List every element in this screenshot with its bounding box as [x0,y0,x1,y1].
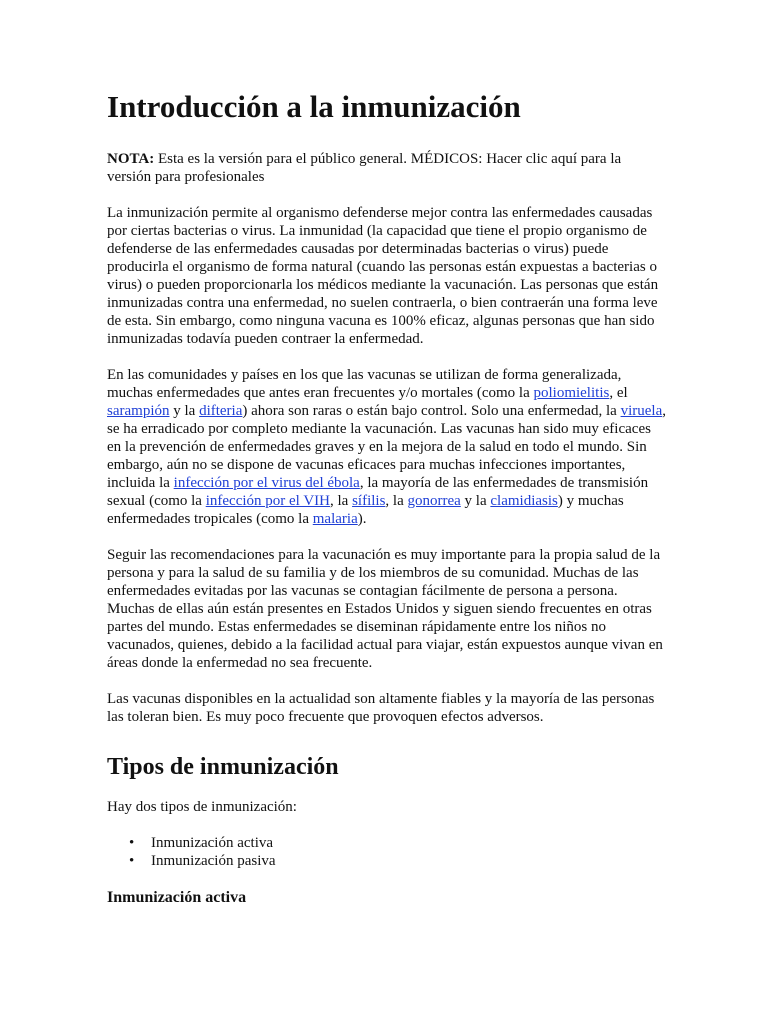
text-fragment: y la [460,493,491,509]
vaccines-paragraph [107,366,668,528]
link-clamidiasis[interactable]: clamidiasis [490,493,558,509]
link-ebola[interactable]: infección por el virus del ébola [173,475,360,491]
safety-paragraph: Las vacunas disponibles en la actualidad son altamente fiables y la mayoría de las personas las toleran bien. Es muy poco frecuente que provoquen efectos adversos. [107,691,655,725]
note-label: NOTA: [107,151,155,167]
link-sifilis[interactable]: sífilis [352,493,386,509]
text-fragment: , la [329,493,353,509]
text-fragment: ). [357,511,367,527]
text-fragment: , la [385,493,408,509]
note-text[interactable]: Esta es la versión para el público general. MÉDICOS: Hacer clic aquí para la versión para profesionales [107,151,622,185]
intro-paragraph: La inmunización permite al organismo defenderse mejor contra las enfermedades causadas por ciertas bacterias o virus. La inmunidad (la capacidad que tiene el propio organismo de defenderse de las enfermedades causadas por determinadas bacterias o virus) puede producirla el organismo de forma natural (cuando las personas están expuestas a bacterias o virus) o pueden proporcionarla los médicos mediante la vacunación. Las personas que están inmunizadas contra una enfermedad, no suelen contraerla, o bien contraerán una forma leve de esta. Sin embargo, como ninguna vacuna es 100% eficaz, algunas personas que han sido inmunizadas todavía pueden contraer la enfermedad. [107,205,659,347]
types-intro: Hay dos tipos de inmunización: [107,799,297,815]
list-item-passive: • Inmunización pasiva [151,852,668,870]
text-fragment: ) y muchas enfermedades tropicales (como la [107,493,624,527]
link-poliomielitis[interactable]: poliomielitis [533,385,610,401]
link-sarampion[interactable]: sarampión [107,403,170,419]
link-vih[interactable]: infección por el VIH [205,493,330,509]
text-fragment: , la mayoría de las enfermedades de transmisión sexual (como la [107,475,649,509]
text-fragment: En las comunidades y países en los que las vacunas se utilizan de forma generalizada, muchas enfermedades que antes eran frecuentes y/o mortales (como la [107,367,622,401]
link-difteria[interactable]: difteria [199,403,243,419]
subsection-heading-active: Inmunización activa [107,889,247,906]
text-fragment: ) ahora son raras o están bajo control. Solo una enfermedad, la [242,403,621,419]
page-title: Introducción a la inmunización [107,89,521,124]
section-heading-types: Tipos de inmunización [107,754,339,780]
note-paragraph [107,150,668,186]
text-fragment: , el [609,385,628,401]
text-fragment: , se ha erradicado por completo mediante la vacunación. Las vacunas han sido muy eficaces en la prevención de enfermedades graves y en la mejora de la salud en todo el mundo. Sin embargo, aún no se dispone de vacunas eficaces para muchas infecciones importantes, incluida la [107,403,666,491]
text-fragment: y la [169,403,200,419]
link-malaria[interactable]: malaria [312,511,358,527]
link-viruela[interactable]: viruela [620,403,663,419]
list-item-active: • Inmunización activa [151,834,668,852]
link-gonorrea[interactable]: gonorrea [407,493,461,509]
recommendations-paragraph: Seguir las recomendaciones para la vacunación es muy importante para la propia salud de la persona y para la salud de su familia y de los miembros de su comunidad. Muchas de las enfermedades evitadas por las vacunas se contagian fácilmente de persona a persona. Muchas de ellas aún están presentes en Estados Unidos y siguen siendo frecuentes en otras partes del mundo. Estas enfermedades se diseminan rápidamente entre los niños no vacunados, quienes, debido a la facilidad actual para viajar, están expuestos aunque vivan en áreas donde la enfermedad no sea frecuente. [107,547,663,671]
types-list [107,834,668,870]
